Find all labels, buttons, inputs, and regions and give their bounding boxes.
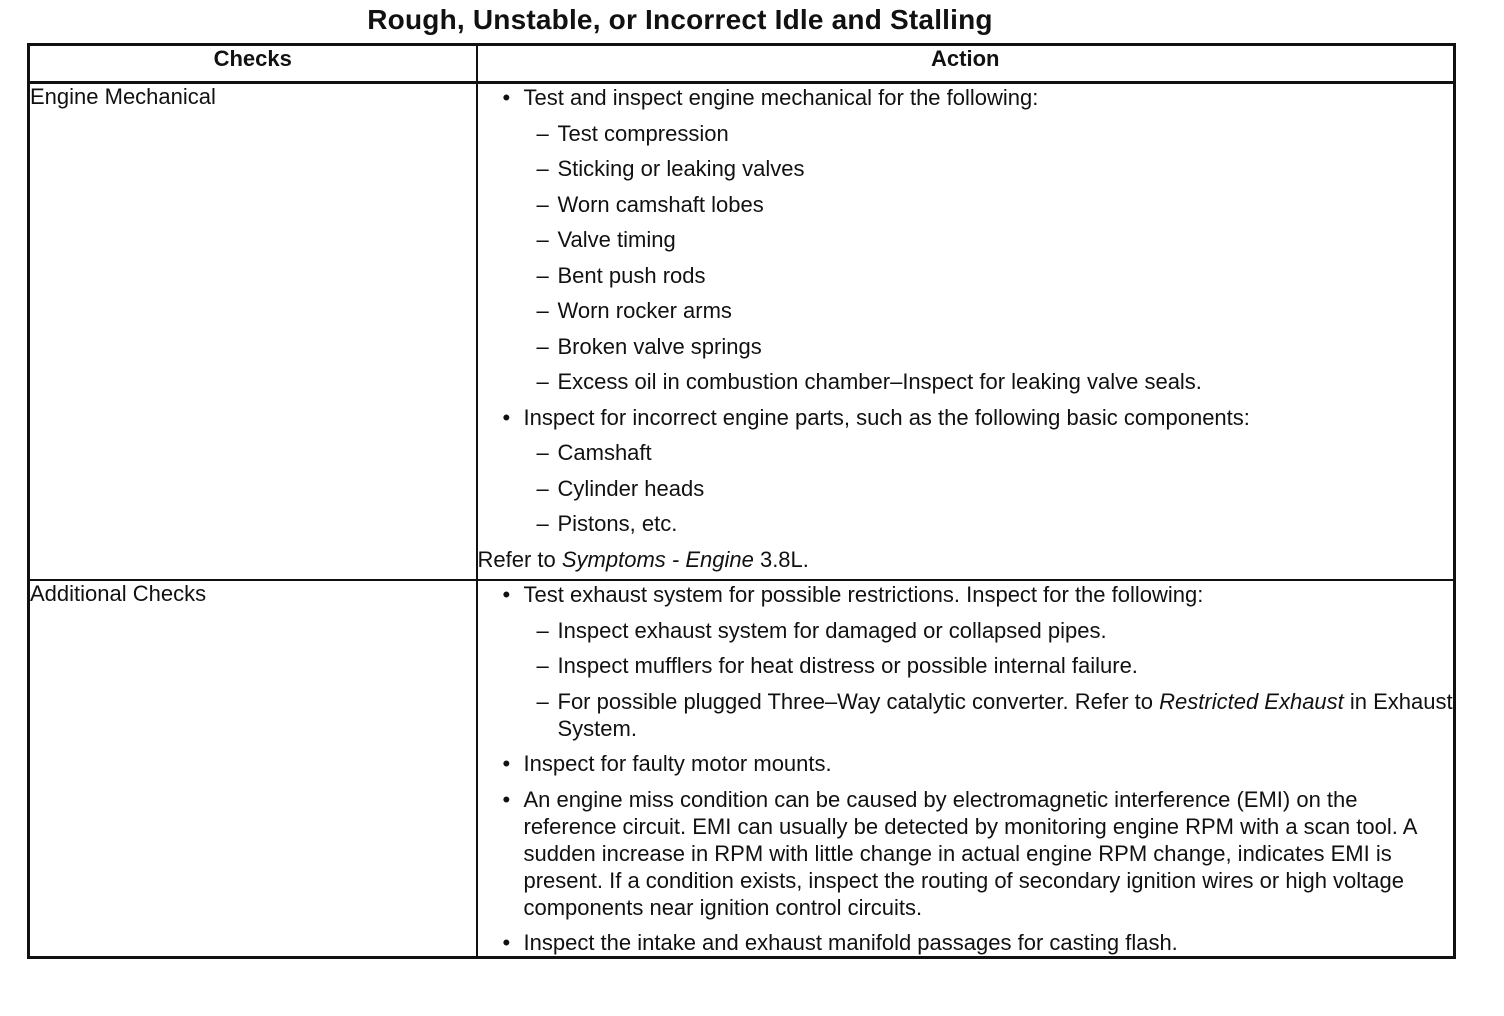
bullet-glyph: • [502, 751, 511, 776]
sub-item: – Inspect exhaust system for damaged or collapsed pipes. [536, 617, 1107, 643]
bullet-item: • Test exhaust system for possible restrictions. Inspect for the following: [502, 582, 1204, 607]
checks-column-header: Checks [29, 45, 477, 83]
dash-glyph: – [536, 227, 549, 252]
dash-glyph: – [536, 333, 549, 359]
bullet-glyph: • [502, 930, 511, 955]
bullet-glyph: • [502, 85, 511, 110]
sub-item: – Pistons, etc. [536, 511, 678, 536]
reference-link-text: Symptoms - Engine [561, 546, 754, 572]
action-cell [477, 580, 1455, 958]
dash-glyph: – [536, 156, 549, 181]
dash-glyph: – [536, 511, 549, 536]
check-cell: Engine Mechanical [29, 83, 477, 581]
sub-item: – Cylinder heads [536, 475, 705, 501]
sub-item: – Valve timing [536, 227, 676, 252]
sub-item: – Excess oil in combustion chamber–Inspect for leaking valve seals. [536, 369, 1202, 394]
sub-item: – Bent push rods [536, 262, 706, 288]
sub-item: – Broken valve springs [536, 333, 762, 359]
bullet-item: • Test and inspect engine mechanical for the following: [502, 85, 1039, 110]
sub-item: – Camshaft [536, 440, 652, 465]
dash-glyph: – [536, 653, 549, 678]
dash-glyph: – [536, 298, 549, 323]
bullet-item: • An engine miss condition can be caused by electromagnetic interference (EMI) on the reference circuit. EMI can usually be detected by monitoring engine RPM with a scan tool. A sudden increase in RPM with little change in actual engine RPM change, indicates EMI is present. If a condition exists, inspect the routing of secondary ignition wires or high voltage components near ignition control circuits. [502, 786, 1417, 920]
dash-glyph: – [536, 191, 549, 217]
table-row [29, 580, 1455, 958]
bullet-glyph: • [502, 786, 511, 812]
dash-glyph: – [536, 440, 549, 465]
bullet-item: • Inspect for incorrect engine parts, such as the following basic components: [502, 404, 1250, 430]
dash-glyph: – [536, 617, 549, 643]
action-column-header: Action [477, 45, 1455, 83]
reference-line: Refer to Symptoms - Engine 3.8L. [477, 546, 809, 572]
dash-glyph: – [536, 475, 549, 501]
page-title: Rough, Unstable, or Incorrect Idle and Stalling [367, 4, 993, 35]
action-cell [477, 83, 1455, 581]
reference-link-text: Restricted Exhaust [1159, 688, 1344, 714]
bullet-glyph: • [502, 404, 511, 430]
sub-item: – Worn rocker arms [536, 298, 732, 323]
table-header-row [29, 45, 1455, 83]
bullet-item: • Inspect for faulty motor mounts. [502, 751, 832, 776]
sub-item: – Inspect mufflers for heat distress or possible internal failure. [536, 653, 1138, 678]
dash-glyph: – [536, 262, 549, 288]
dash-glyph: – [536, 120, 549, 146]
dash-glyph: – [536, 369, 549, 394]
sub-item: – For possible plugged Three–Way catalytic converter. Refer to Restricted Exhaust in Exhaust System. [536, 688, 1453, 741]
check-cell: Additional Checks [29, 580, 477, 958]
sub-item: – Sticking or leaking valves [536, 156, 805, 181]
table-row [29, 83, 1455, 581]
bullet-item: • Inspect the intake and exhaust manifold passages for casting flash. [502, 930, 1178, 955]
bullet-glyph: • [502, 582, 511, 607]
sub-item: – Test compression [536, 120, 729, 146]
sub-item: – Worn camshaft lobes [536, 191, 764, 217]
dash-glyph: – [536, 688, 549, 714]
symptom-table [27, 43, 1456, 959]
